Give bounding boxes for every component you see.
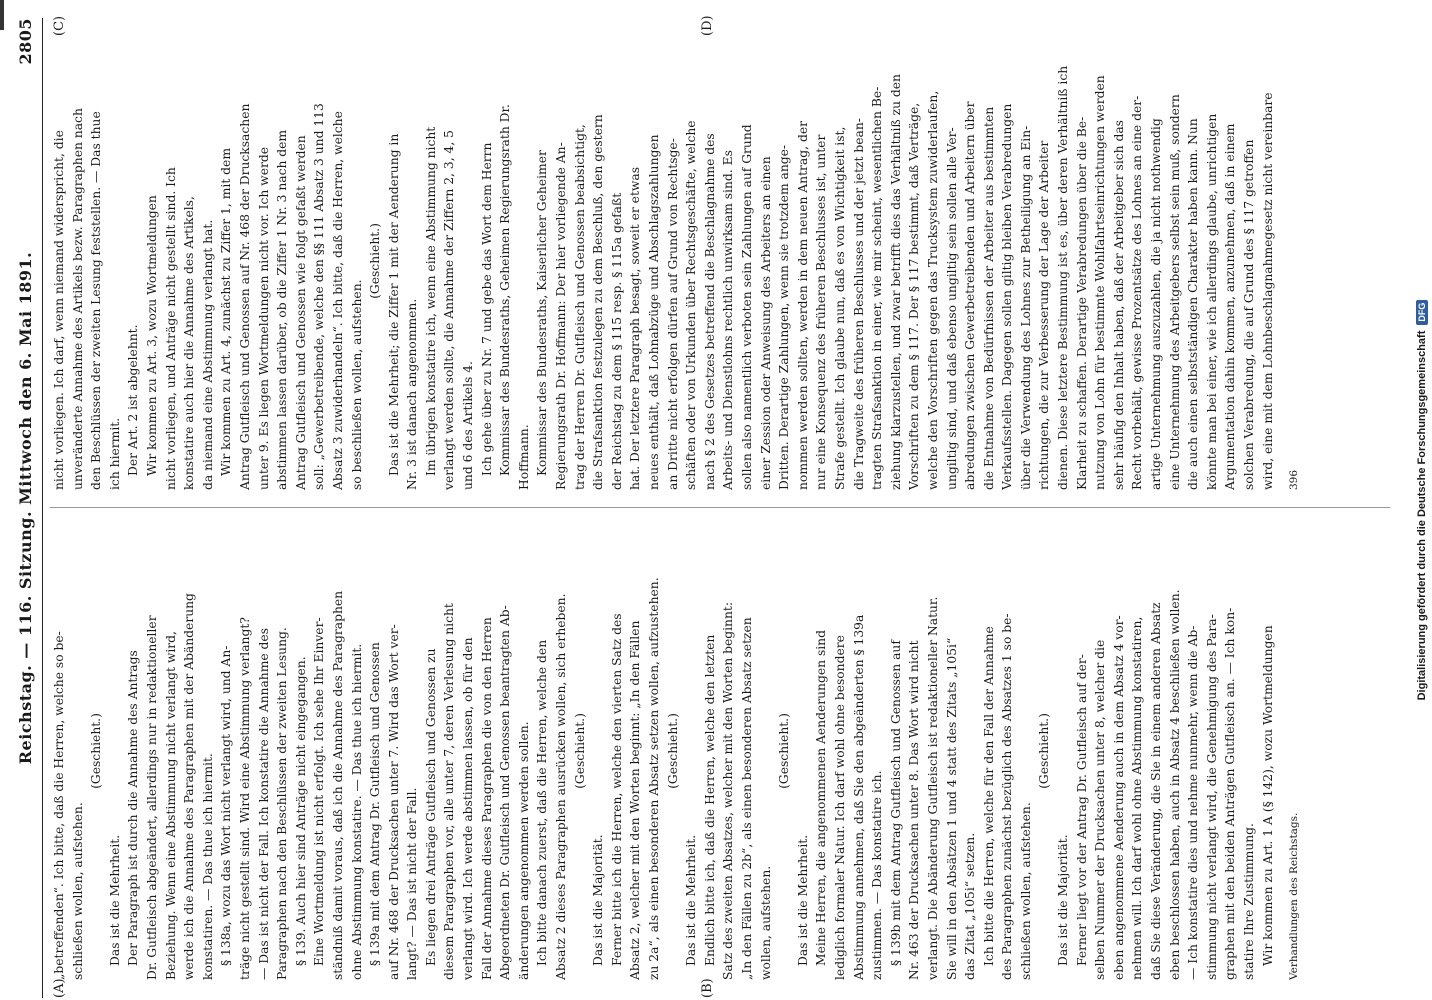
left-column — [50, 522, 1390, 980]
text-line: die Strafsanktion festzulegen zu dem Beschluß, den gestern — [591, 114, 606, 490]
text-line: — Das ist nicht der Fall. Ich konstatire die Annahme des — [256, 627, 271, 980]
text-line: ich hiermit. — [107, 417, 122, 490]
text-line: Nr. 3 ist danach angenommen. — [405, 298, 420, 490]
text-line: Antrag Gutfleisch und Genossen wie folgt gefaßt werden — [293, 135, 308, 490]
text-line: (Geschieht.) — [665, 713, 680, 789]
margin-letter-d: (D) — [700, 15, 715, 36]
text-line: Ich gehe über zu Nr. 7 und gebe das Wort dem Herrn — [479, 142, 494, 476]
margin-letter-c: (C) — [52, 15, 67, 36]
text-line: graphen mit den beiden Anträgen Gutfleisch an. — Ich kon- — [1223, 607, 1238, 980]
text-line: § 139. Auch hier sind Anträge nicht eingegangen. — [293, 656, 308, 966]
text-line: wollen, aufstehen. — [758, 865, 773, 980]
text-line: Im übrigen konstatire ich, wenn eine Abstimmung nicht — [423, 126, 438, 476]
text-line: ungiltig sind, und daß ebenso ungiltig sein sollen alle Ver- — [944, 127, 959, 490]
text-line: Ferner bitte ich die Herren, welche den vierten Satz des — [609, 613, 624, 966]
text-line: tragten Strafsanktion in einer, wie mir scheint, wesentlichen Be- — [870, 86, 885, 490]
text-line: zu 2a“, als einen besonderen Absatz setzen wollen, aufzustehen. — [647, 577, 661, 980]
text-line: Kommissar des Bundesraths, Kaiserlicher Geheimer — [535, 150, 550, 476]
text-line: ziehung klarzustellen, und zwar betrifft dies das Verhältniß zu den — [888, 74, 903, 490]
text-line: das Zitat „105i“ setzen. — [963, 832, 978, 980]
text-line: (Geschieht.) — [1037, 713, 1052, 789]
margin-letter-a: (A) — [52, 978, 67, 998]
margin-letter-b: (B) — [700, 978, 715, 998]
text-line: nehmen will. Ich darf wohl ohne Abstimmung konstatiren, — [1130, 616, 1145, 980]
text-line: nutzung von Lohn für bestimmte Wohlfahrtseinrichtungen werden — [1093, 75, 1108, 490]
text-line: da niemand eine Abstimmung verlangt hat. — [200, 219, 215, 490]
text-line: Eine Wortmeldung ist nicht erfolgt. Ich sehe Ihr Einver- — [312, 617, 327, 966]
text-line: nach § 2 des Gesetzes betreffend die Beschlagnahme des — [702, 133, 717, 490]
text-line: wird, eine mit dem Lohnbeschlagnahmegesetz nicht vereinbare — [1260, 92, 1275, 490]
text-line: auf Nr. 468 der Drucksachen unter 7. Wird das Wort ver- — [386, 624, 401, 980]
dfg-logo: DFG — [1416, 300, 1428, 325]
text-line: abredungen zwischen Gewerbetreibenden und Arbeitern über — [963, 101, 978, 490]
text-line: Sie will in den Absätzen 1 und 4 statt des Zitats „105i“ — [944, 637, 959, 980]
text-line: Wir kommen zu Art. 1 A (§ 142), wozu Wortmeldungen — [1260, 625, 1275, 966]
text-line: Arbeits- und Dienstlohns rechtlich unwirksam sind. Es — [721, 150, 736, 490]
text-line: schließen wollen, aufstehen. — [1018, 802, 1033, 980]
text-line: eben beschlossen haben, auch in Absatz 4 beschließen wollen. — [1167, 589, 1182, 980]
text-line: Absatz 2, welcher mit den Worten beginnt: „In den Fällen — [628, 620, 643, 980]
text-line: Paragraphen nach den Beschlüssen der zweiten Lesung. — [275, 627, 290, 980]
page-number: 2805 — [15, 18, 35, 65]
text-line: Wir kommen zu Art. 4, zunächst zu Ziffer 1, mit dem — [219, 148, 234, 476]
text-line: schäften oder von Urkunden über Rechtsgeschäfte, welche — [684, 120, 699, 490]
text-line: und 6 des Artikels 4. — [461, 361, 476, 490]
text-line: (Geschieht.) — [572, 713, 587, 789]
text-line: Endlich bitte ich, daß die Herren, welche den letzten — [702, 634, 717, 966]
text-line: Antrag Gutfleisch und Genossen auf Nr. 468 der Drucksachen — [237, 103, 252, 490]
text-line: unter 9. Es liegen Wortmeldungen nicht vor. Ich werde — [256, 147, 271, 490]
text-line: so beschließen wollen, aufstehen. — [349, 279, 364, 490]
text-line: Strafe gestellt. Ich glaube nun, daß es von Wichtigkeit ist, — [832, 126, 847, 490]
text-line: Abstimmung annehmen, daß Sie den abgeänderten § 139a — [851, 614, 866, 980]
text-line: statire Ihre Zustimmung. — [1242, 823, 1256, 980]
text-line: soll: „Gewerbetreibende, welche den §§ 111 Absatz 3 und 113 — [312, 103, 327, 490]
text-line: „betreffenden“. Ich bitte, daß die Herren, welche so be- — [52, 631, 66, 980]
text-line: einer Zession oder Anweisung des Arbeiters an einen — [758, 156, 773, 490]
text-line: diesem Paragraphen vor, alle unter 7, deren Verlesung nicht — [442, 603, 457, 980]
text-line: verlangt. Die Abänderung Gutfleisch ist redaktioneller Natur. — [925, 596, 940, 980]
text-line: Der Art. 2 ist abgelehnt. — [126, 324, 141, 476]
page-edge-mark — [0, 0, 4, 30]
text-line: welche den Vorschriften gegen das Trucksystem zuwiderlaufen, — [925, 90, 940, 490]
text-line: Vorschriften zu dem § 117. Der § 117 bestimmt, daß Verträge, — [907, 102, 922, 490]
text-line: Verkaufsstellen. Dagegen sollen giltig bleiben Verabredungen — [1000, 103, 1015, 490]
text-line: neues enthält, daß Lohnabzüge und Abschlagszahlungen — [647, 134, 661, 490]
digitization-note — [1408, 0, 1432, 1000]
text-line: nicht vorliegen, und Anträge nicht gestellt sind. Ich — [163, 167, 178, 490]
text-line: Das ist die Majorität. — [1056, 834, 1071, 966]
text-line: Wir kommen zu Art. 3, wozu Wortmeldungen — [144, 195, 159, 476]
text-line: Der Paragraph ist durch die Annahme des Antrags — [126, 650, 141, 966]
text-line: an Dritte nicht erfolgen dürfen auf Grund von Rechtsge- — [665, 138, 680, 490]
text-line: die Tragweite des früheren Beschlusses und der jetzt bean- — [851, 118, 866, 490]
text-line: Verhandlungen des Reichstags. — [1288, 812, 1301, 980]
text-line: konstatire auch hier die Annahme des Artikels, — [182, 196, 197, 490]
text-line: unveränderte Annahme des Artikels bezw. Paragraphen nach — [70, 108, 85, 490]
text-line: sehr häufig den Inhalt haben, daß der Arbeitgeber sich das — [1111, 120, 1126, 490]
text-line: solchen Verabredung, die auf Grund des § 117 getroffen — [1242, 139, 1256, 490]
text-line: daß Sie diese Veränderung, die Sie in einem anderen Absatz — [1149, 602, 1164, 980]
text-line: über die Verwendung des Lohnes zur Betheiligung an Ein- — [1018, 125, 1033, 490]
page — [10, 15, 1420, 998]
text-line: Fall der Annahme dieses Paragraphen die von den Herren — [479, 617, 494, 980]
text-line: lediglich formaler Natur. Ich darf wohl ohne besondere — [832, 635, 847, 980]
text-line: eine Unternehmung des Arbeitgebers selbst sein muß, sondern — [1167, 94, 1182, 490]
text-line: Ferner liegt vor der Antrag Dr. Gutfleisch auf der- — [1074, 654, 1089, 966]
text-line: der Reichstag zu dem § 115 resp. § 115a gefaßt — [609, 192, 624, 490]
text-line: stimmung nicht verlangt wird, die Genehmigung des Para- — [1204, 614, 1219, 980]
text-line: trag der Herren Dr. Gutfleisch und Genossen beabsichtigt, — [572, 124, 587, 490]
text-line: (Geschieht.) — [368, 223, 383, 299]
digitization-note-text: Digitalisierung gefördert durch die Deutsche Forschungsgemeinschaft — [1416, 330, 1428, 701]
text-line: Regierungsrath Dr. Hoffmann: Der hier vorliegende An- — [554, 142, 569, 490]
text-line: Das ist die Mehrheit; die Ziffer 1 mit der Aenderung in — [386, 133, 401, 476]
head-rule — [42, 18, 43, 998]
text-line: werde ich die Annahme des Paragraphen mit der Abänderung — [182, 593, 197, 980]
text-line: § 138a, wozu das Wort nicht verlangt wird, und An- — [219, 645, 234, 966]
text-line: langt? — Das ist nicht der Fall. — [405, 787, 420, 980]
text-line: hat. Der letztere Paragraph besagt, soweit er etwas — [628, 166, 643, 490]
running-head-title: Reichstag. — 116. Sitzung. Mittwoch den 6. Mai 1891. — [15, 251, 35, 765]
text-line: die auch einen selbstständigen Charakter haben kann. Nun — [1186, 118, 1201, 490]
text-line: könnte man bei einer, wie ich allerdings glaube, unrichtigen — [1204, 113, 1219, 490]
text-line: Nr. 463 der Drucksachen unter 8. Das Wort wird nicht — [907, 640, 922, 980]
text-line: konstatiren. — Das thue ich hiermit. — [200, 753, 215, 980]
text-line: Absatz 3 zuwiderhandeln“. Ich bitte, daß die Herren, welche — [330, 111, 345, 490]
text-line: Abgeordneten Dr. Gutfleisch und Genossen beantragten Ab- — [498, 605, 513, 980]
text-line: nommen werden sollten, werden in dem neuen Antrag, der — [795, 121, 810, 490]
text-line: Ich bitte die Herren, welche für den Fall der Annahme — [981, 626, 996, 966]
text-line: Argumentation dahin kommen, anzunehmen, daß in einem — [1223, 123, 1238, 490]
text-line: verlangt wird. Ich werde abstimmen lassen, ob für den — [461, 637, 476, 980]
text-line: schließen wollen, aufstehen. — [70, 802, 85, 980]
text-line: Das ist die Mehrheit. — [107, 834, 122, 966]
text-line: Recht vorbehält, gewisse Prozentsätze des Lohnes an eine der- — [1130, 95, 1145, 490]
text-line: verlangt werden sollte, die Annahme der Ziffern 2, 3, 4, 5 — [442, 130, 457, 490]
text-line: ohne Abstimmung konstatire. — Das thue ich hiermit. — [349, 643, 364, 980]
text-line: Hoffmann. — [516, 424, 531, 490]
text-line: Beziehung. Wenn eine Abstimmung nicht verlangt wird, — [163, 631, 178, 980]
text-line: 396 — [1288, 469, 1301, 490]
text-line: Dr. Gutfleisch abgeändert, allerdings nur in redaktioneller — [144, 615, 159, 980]
text-line: ständniß damit voraus, daß ich die Annahme des Paragraphen — [330, 590, 345, 980]
text-line: Meine Herren, die angenommenen Aenderungen sind — [814, 630, 829, 966]
text-line: sollen also namentlich verboten sein Zahlungen auf Grund — [739, 124, 754, 490]
text-line: Ich bitte danach zuerst, daß die Herren, welche den — [535, 639, 550, 966]
text-line: änderungen angenommen werden sollen. — [516, 721, 531, 980]
text-line: (Geschieht.) — [777, 713, 792, 789]
text-line: Absatz 2 dieses Paragraphen ausrücken wollen, sich erheben. — [554, 593, 569, 980]
text-line: Das ist die Mehrheit. — [684, 834, 699, 966]
text-line: Das ist die Majorität. — [591, 834, 606, 966]
text-line: Klarheit zu schaffen. Derartige Verabredungen über die Be- — [1074, 116, 1089, 490]
text-line: „In den Fällen zu 2b“, als einen besonderen Absatz setzen — [739, 617, 754, 980]
column-divider — [50, 507, 1390, 508]
text-line: den Beschlüssen der zweiten Lesung feststellen. — Das thue — [89, 111, 104, 490]
text-line: des Paragraphen zunächst bezüglich des Absatzes 1 so be- — [1000, 613, 1015, 980]
text-line: Es liegen drei Anträge Gutfleisch und Genossen zu — [423, 648, 438, 966]
text-line: selben Nummer der Drucksachen unter 8, welcher die — [1093, 639, 1108, 980]
text-line: die Entnahme von Bedürfnissen der Arbeiter aus bestimmten — [981, 106, 996, 490]
text-line: § 139a mit dem Antrag Dr. Gutfleisch und Genossen — [368, 642, 383, 966]
text-line: Kommissar des Bundesraths, Geheimen Regierungsrath Dr. — [498, 104, 513, 476]
text-line: Das ist die Mehrheit. — [795, 834, 810, 966]
text-line: zustimmen. — Das konstatire ich. — [870, 770, 885, 980]
text-line: — Ich konstatire dies und nehme nunmehr, wenn die Ab- — [1186, 625, 1201, 980]
text-line: nicht vorliegen. Ich darf, wenn niemand widerspricht, die — [52, 130, 66, 490]
text-line: § 139b mit dem Antrag Gutfleisch und Genossen auf — [888, 640, 903, 966]
text-line: Satz des zweiten Absatzes, welcher mit den Worten beginnt: — [721, 602, 736, 980]
text-line: dienen. Diese letztere Bestimmung ist es, über deren Verhältniß ich — [1056, 65, 1071, 490]
text-line: abstimmen lassen darüber, ob die Ziffer 1 Nr. 3 nach dem — [275, 129, 290, 490]
text-line: Dritten. Derartige Zahlungen, wenn sie trotzdem ange- — [777, 144, 792, 490]
text-line: richtungen, die zur Verbesserung der Lage der Arbeiter — [1037, 140, 1052, 490]
right-column — [50, 32, 1390, 490]
text-line: nur eine Konsequenz des früheren Beschlusses ist, unter — [814, 134, 829, 490]
text-line: (Geschieht.) — [89, 713, 104, 789]
running-head — [10, 18, 40, 998]
text-line: träge nicht gestellt sind. Wird eine Abstimmung verlangt? — [237, 617, 252, 980]
text-line: artige Unternehmung auszuzahlen, die ja nicht nothwendig — [1149, 118, 1164, 490]
text-line: eben angenommene Aenderung auch in dem Absatz 4 vor- — [1111, 615, 1126, 980]
